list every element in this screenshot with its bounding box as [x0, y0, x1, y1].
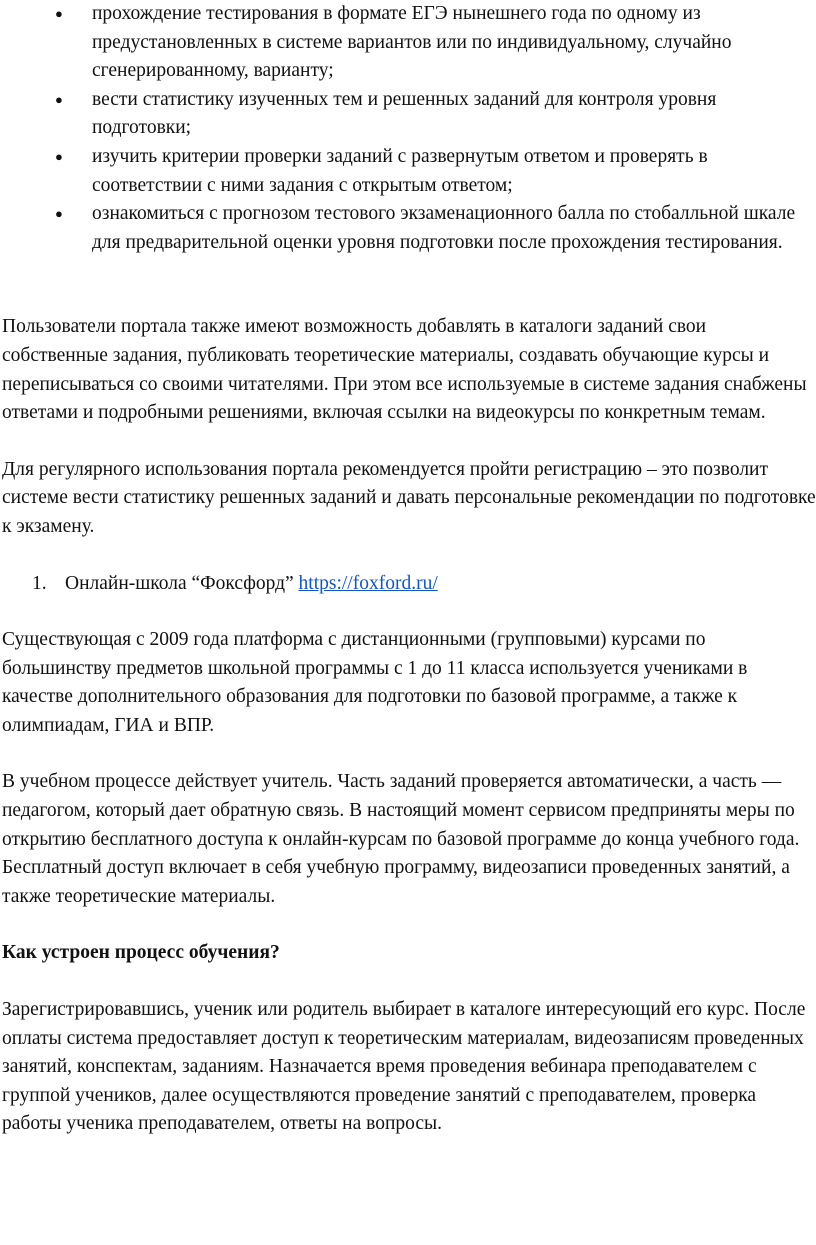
bullet-text: прохождение тестирования в формате ЕГЭ нынешнего года по одному из предустановленных в системе вариантов или по индивидуальному, случайно сгенерированному, варианту; — [92, 3, 732, 82]
paragraph-foxford: Существующая с 2009 года платформа с дистанционными (групповыми) курсами по большинству предметов школьной программы с 1 до 11 класса используется учениками в качестве дополнительного образования для подготовки по базовой программе, а также к олимпиадам, ГИА и ВПР. — [2, 629, 748, 736]
bullet-text: изучить критерии проверки заданий с развернутым ответом и проверять в соответствии с ними задания с открытым ответом; — [92, 145, 708, 196]
bullet-dot-icon: ● — [55, 206, 63, 222]
bullet-dot-icon: ● — [55, 148, 63, 164]
paragraph-users: Пользователи портала также имеют возможность добавлять в каталоги заданий свои собственные задания, публиковать теоретические материалы, создавать обучающие курсы и переписываться со своими читателями. При этом все используемые в системе задания снабжены ответами и подробными решениями, включая ссылки на видеокурсы по конкретным темам. — [2, 316, 807, 424]
bullet-item — [2, 200, 816, 257]
paragraph-teacher: В учебном процессе действует учитель. Часть заданий проверяется автоматически, а часть — педагогом, который дает обратную связь. В настоящий момент сервисом предприняты меры по открытию бесплатного доступа к онлайн-курсам по базовой программе до конца учебного года. Бесплатный доступ включает в себя учебную программу, видеозаписи проведенных занятий, а также теоретические материалы. — [2, 771, 800, 907]
bullet-item — [2, 143, 816, 200]
foxford-link[interactable]: https://foxford.ru/ — [298, 572, 438, 594]
bullet-item — [2, 86, 816, 143]
numbered-item-foxford — [2, 570, 816, 599]
paragraph-process: Зарегистрировавшись, ученик или родитель выбирает в каталоге интересующий его курс. После оплаты система предоставляет доступ к теоретическим материалам, видеозаписям проведенных занятий, конспектам, заданиям. Назначается время проведения вебинара преподавателем с группой учеников, далее осуществляются проведение занятий с преподавателем, проверка работы ученика преподавателем, ответы на вопросы. — [2, 999, 806, 1135]
bullet-text: ознакомиться с прогнозом тестового экзаменационного балла по стобалльной шкале для предварительной оценки уровня подготовки после прохождения тестирования. — [92, 203, 796, 253]
heading-process: Как устроен процесс обучения? — [2, 942, 280, 964]
list-number: 1. — [32, 572, 47, 594]
bullet-dot-icon: ● — [55, 6, 63, 21]
bullet-item — [2, 0, 816, 86]
paragraph-registration: Для регулярного использования портала рекомендуется пройти регистрацию – это позволит системе вести статистику решенных заданий и давать персональные рекомендации по подготовке к экзамену. — [2, 458, 816, 537]
bullet-dot-icon: ● — [55, 91, 63, 107]
feature-bullet-list — [2, 0, 816, 257]
numbered-item-text: Онлайн-школа “Фоксфорд” — [65, 572, 299, 594]
document-page — [2, 0, 816, 1139]
bullet-text: вести статистику изученных тем и решенных заданий для контроля уровня подготовки; — [92, 88, 717, 139]
